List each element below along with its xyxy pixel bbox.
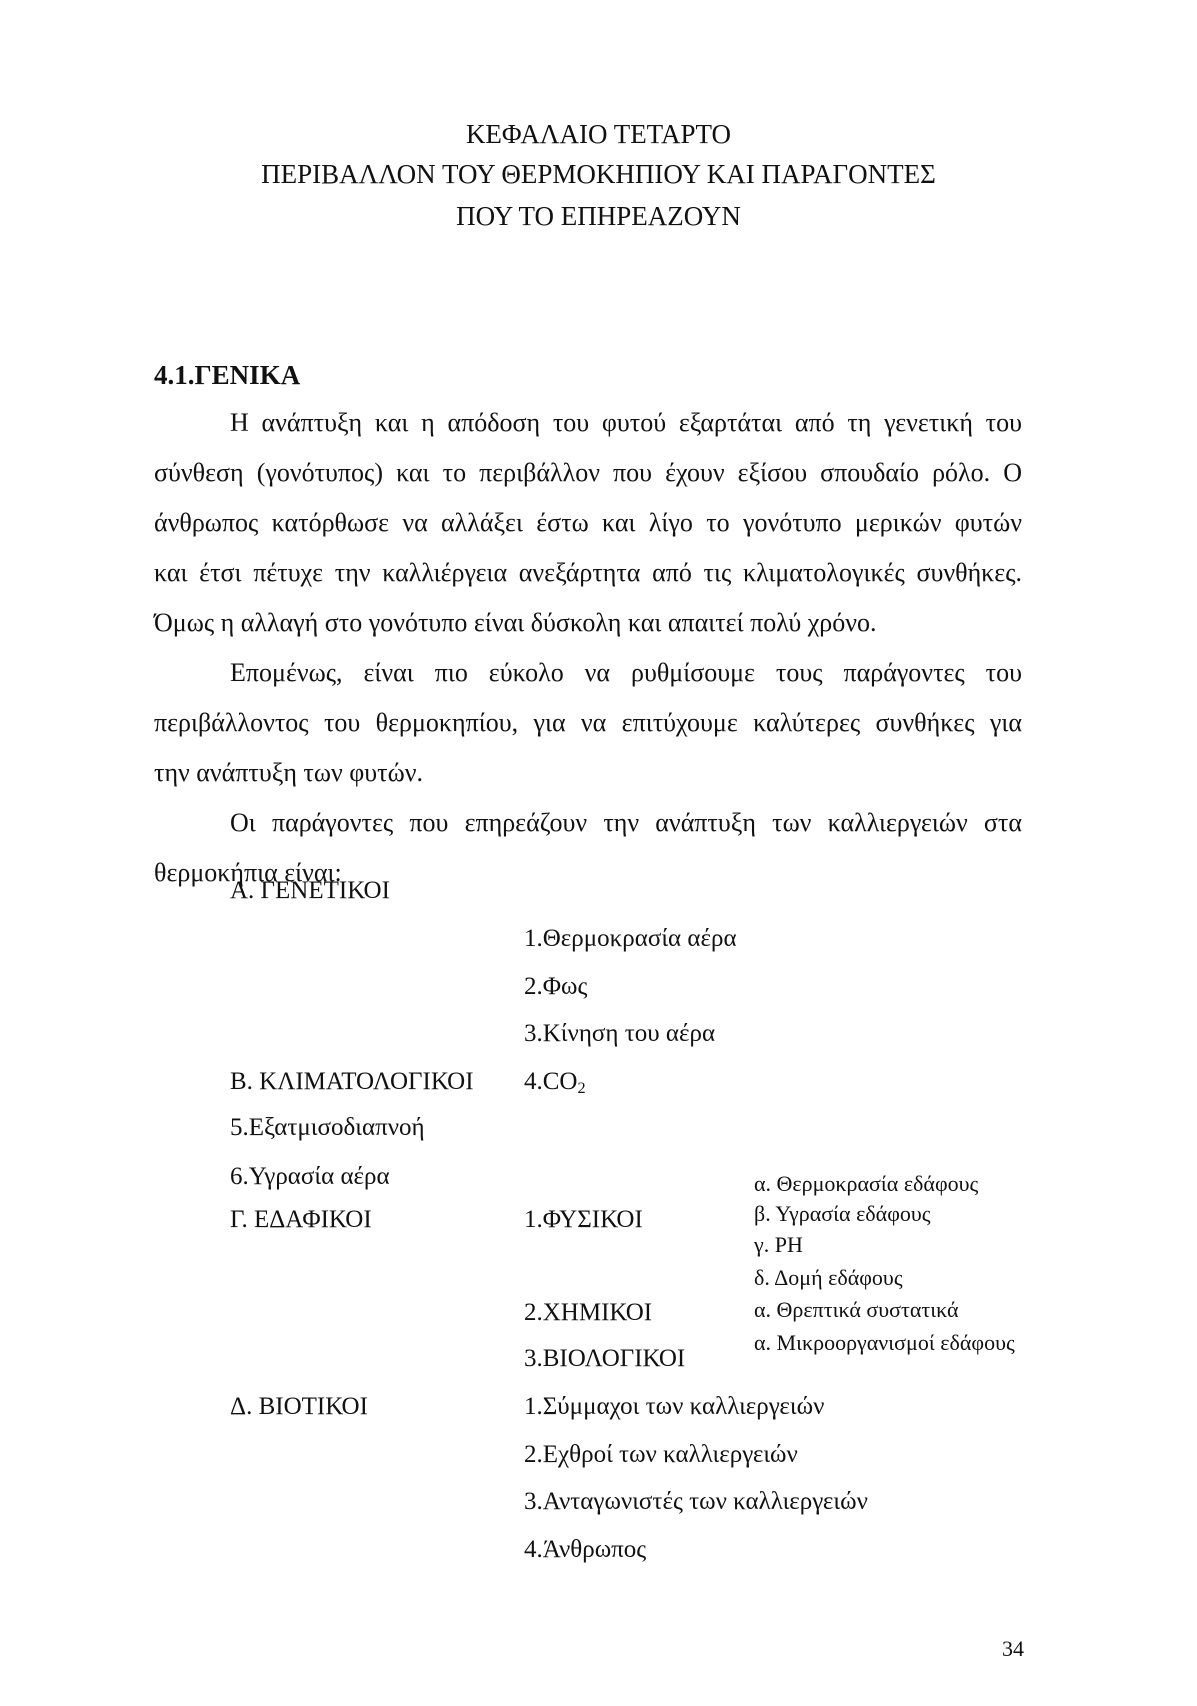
chapter-heading-line2: ΠΕΡΙΒΑΛΛΟΝ ΤΟΥ ΘΕΡΜΟΚΗΠΙΟΥ ΚΑΙ ΠΑΡΑΓΟΝΤΕΣ <box>261 159 936 189</box>
paragraph-line <box>154 498 1022 548</box>
climatic-item-3: 3.Κίνηση του αέρα <box>524 1020 716 1047</box>
paragraph-text: περιβάλλοντος του θερμοκηπίου, για να επιτύχουμε καλύτερες συνθήκες για <box>154 708 1022 737</box>
soil-detail-1: α. Θερμοκρασία εδάφους <box>754 1171 979 1196</box>
climatic-item-4-subscript: 2 <box>577 1079 586 1098</box>
soil-detail-6: α. Μικροοργανισμοί εδάφους <box>754 1330 1015 1355</box>
climatic-item-4 <box>524 1067 586 1097</box>
paragraph-text: την ανάπτυξη των φυτών. <box>154 758 423 787</box>
climatic-item-6: 6.Υγρασία αέρα <box>230 1163 390 1190</box>
climatic-item-5: 5.Εξατμισοδιαπνοή <box>230 1114 425 1141</box>
paragraph-text: θερμοκήπια είναι: <box>154 858 342 887</box>
paragraph-text: Οι παράγοντες που επηρεάζουν την ανάπτυξη των καλλιεργειών στα <box>230 808 1022 837</box>
chapter-heading-line3: ΠΟΥ ΤΟ ΕΠΗΡΕΑΖΟΥΝ <box>456 201 741 231</box>
paragraph-line <box>154 798 1022 848</box>
paragraph-text: άνθρωπος κατόρθωσε να αλλάξει έστω και λίγο το γονότυπο μερικών φυτών <box>154 508 1022 537</box>
soil-group-chemical: 2.ΧΗΜΙΚΟΙ <box>524 1299 653 1326</box>
paragraph-line <box>154 598 1022 648</box>
factor-b-label: Β. ΚΛΙΜΑΤΟΛΟΓΙΚΟΙ <box>230 1068 474 1095</box>
section-title: 4.1.ΓΕΝΙΚΑ <box>154 360 301 390</box>
paragraph-text: Επομένως, είναι πιο εύκολο να ρυθμίσουμε τους παράγοντες του <box>230 658 1022 687</box>
paragraph-line <box>154 648 1022 698</box>
biotic-item-2: 2.Εχθροί των καλλιεργειών <box>524 1441 798 1468</box>
factor-c-label: Γ. ΕΔΑΦΙΚΟΙ <box>230 1206 372 1233</box>
soil-detail-3: γ. PH <box>754 1232 803 1257</box>
climatic-item-2: 2.Φως <box>524 973 588 1000</box>
page-number: 34 <box>1002 1636 1024 1661</box>
climatic-item-1: 1.Θερμοκρασία αέρα <box>524 925 737 952</box>
chapter-heading-line1: ΚΕΦΑΛΑΙΟ ΤΕΤΑΡΤΟ <box>465 119 732 149</box>
paragraph-text: Όμως η αλλαγή στο γονότυπο είναι δύσκολη και απαιτεί πολύ χρόνο. <box>154 608 877 637</box>
biotic-item-1: 1.Σύμμαχοι των καλλιεργειών <box>524 1393 825 1420</box>
body-paragraphs <box>154 398 1022 898</box>
factor-a-label: Α. ΓΕΝΕΤΙΚΟΙ <box>230 877 390 904</box>
factor-d-label: Δ. ΒΙΟΤΙΚΟΙ <box>230 1393 368 1420</box>
soil-detail-2: β. Υγρασία εδάφους <box>754 1201 931 1226</box>
soil-detail-4: δ. Δομή εδάφους <box>754 1265 903 1290</box>
paragraph-text: και έτσι πέτυχε την καλλιέργεια ανεξάρτητα από τις κλιματολογικές συνθήκες. <box>154 558 1022 587</box>
climatic-item-4-text: 4.CO <box>524 1068 578 1095</box>
paragraph-line <box>154 698 1022 748</box>
biotic-item-3: 3.Ανταγωνιστές των καλλιεργειών <box>524 1488 868 1515</box>
soil-group-physical: 1.ΦΥΣΙΚΟΙ <box>524 1206 643 1233</box>
soil-group-biological: 3.ΒΙΟΛΟΓΙΚΟΙ <box>524 1345 686 1372</box>
paragraph-text: Η ανάπτυξη και η απόδοση του φυτού εξαρτάται από τη γενετική του <box>230 408 1022 437</box>
paragraph-line <box>154 748 1022 798</box>
paragraph-text: σύνθεση (γονότυπος) και το περιβάλλον που έχουν εξίσου σπουδαίο ρόλο. Ο <box>154 458 1022 487</box>
soil-detail-5: α. Θρεπτικά συστατικά <box>754 1297 959 1322</box>
biotic-item-4: 4.Άνθρωπος <box>524 1536 647 1563</box>
paragraph-line <box>154 548 1022 598</box>
paragraph-line <box>154 398 1022 448</box>
paragraph-line <box>154 448 1022 498</box>
